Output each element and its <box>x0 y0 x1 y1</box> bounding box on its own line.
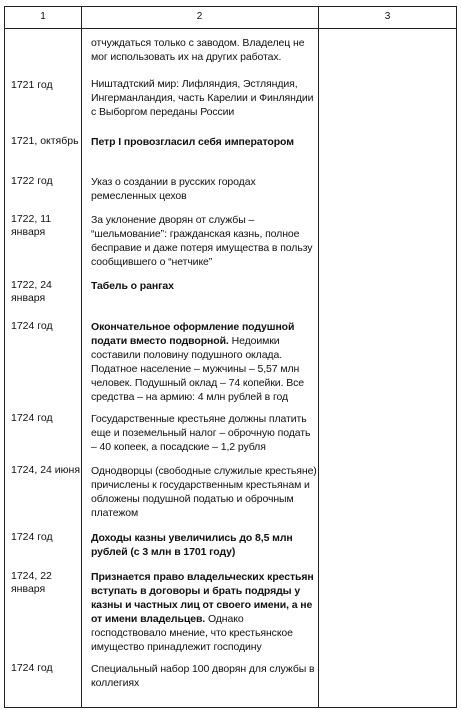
row-event: отчуждаться только с заводом. Владелец не мог использовать их на других работах. <box>91 37 305 63</box>
row-date: 1722, 24 января <box>11 279 52 304</box>
row-date: 1724 год <box>11 531 53 543</box>
row-event: Государственные крестьяне должны платить еще и поземельный налог – оброчную подать – 40 копеек, а посадские – 1,2 рубля <box>91 413 311 453</box>
row-event: Специальный набор 100 дворян для службы в коллегиях <box>91 663 315 689</box>
row-event: Табель о рангах <box>91 280 174 292</box>
row-date: 1721 год <box>11 79 53 91</box>
header-divider <box>5 28 456 29</box>
row-event: За уклонение дворян от службы – “шельмование”: гражданская казнь, полное бесправие и даже потеря имущества в пользу сообщившего о “нетчике” <box>91 214 313 268</box>
chronology-table <box>4 6 457 708</box>
row-event: Указ о создании в русских городах ремесленных цехов <box>91 176 256 202</box>
row-event: Доходы казны увеличились до 8,5 млн рублей (с 3 млн в 1701 году) <box>91 532 293 558</box>
row-date: 1724 год <box>11 662 53 674</box>
column-divider <box>318 7 319 707</box>
column-divider <box>81 7 82 707</box>
row-event: Ништадтский мир: Лифляндия, Эстляндия, Ингерманландия, часть Карелии и Финляндии с Выборгом переданы России <box>91 78 314 118</box>
row-event: Петр I провозгласил себя императором <box>91 136 294 148</box>
header-col2: 2 <box>196 11 203 22</box>
row-date: 1722, 11 января <box>11 213 52 238</box>
header-col3: 3 <box>384 11 391 22</box>
row-event: Признается право владельческих крестьян вступать в договоры и брать подряды у казны и частных лиц от своего имени, а не от имени владельцев. Однако господствовало мнение, что крестьянское имущество принадлежит господину <box>91 571 314 653</box>
header-col1: 1 <box>40 11 46 22</box>
row-date: 1722 год <box>11 175 53 187</box>
row-date: 1724, 22 января <box>11 570 52 595</box>
row-date: 1724, 24 июня <box>11 464 81 476</box>
row-date: 1724 год <box>11 320 53 332</box>
row-date: 1724 год <box>11 412 53 424</box>
row-event: Однодворцы (свободные служилые крестьяне) причислены к государственным крестьянам и обложены подушной податью и оброчным платежом <box>91 465 317 519</box>
row-event: Окончательное оформление подушной подати вместо подворной. Недоимки составили половину подушного оклада. Податное население – мужчины – 5,57 млн человек. Подушный оклад – 74 копейки. Все средства – на армию: 4 млн рублей в год <box>91 321 305 403</box>
row-date: 1721, октябрь <box>11 135 79 147</box>
